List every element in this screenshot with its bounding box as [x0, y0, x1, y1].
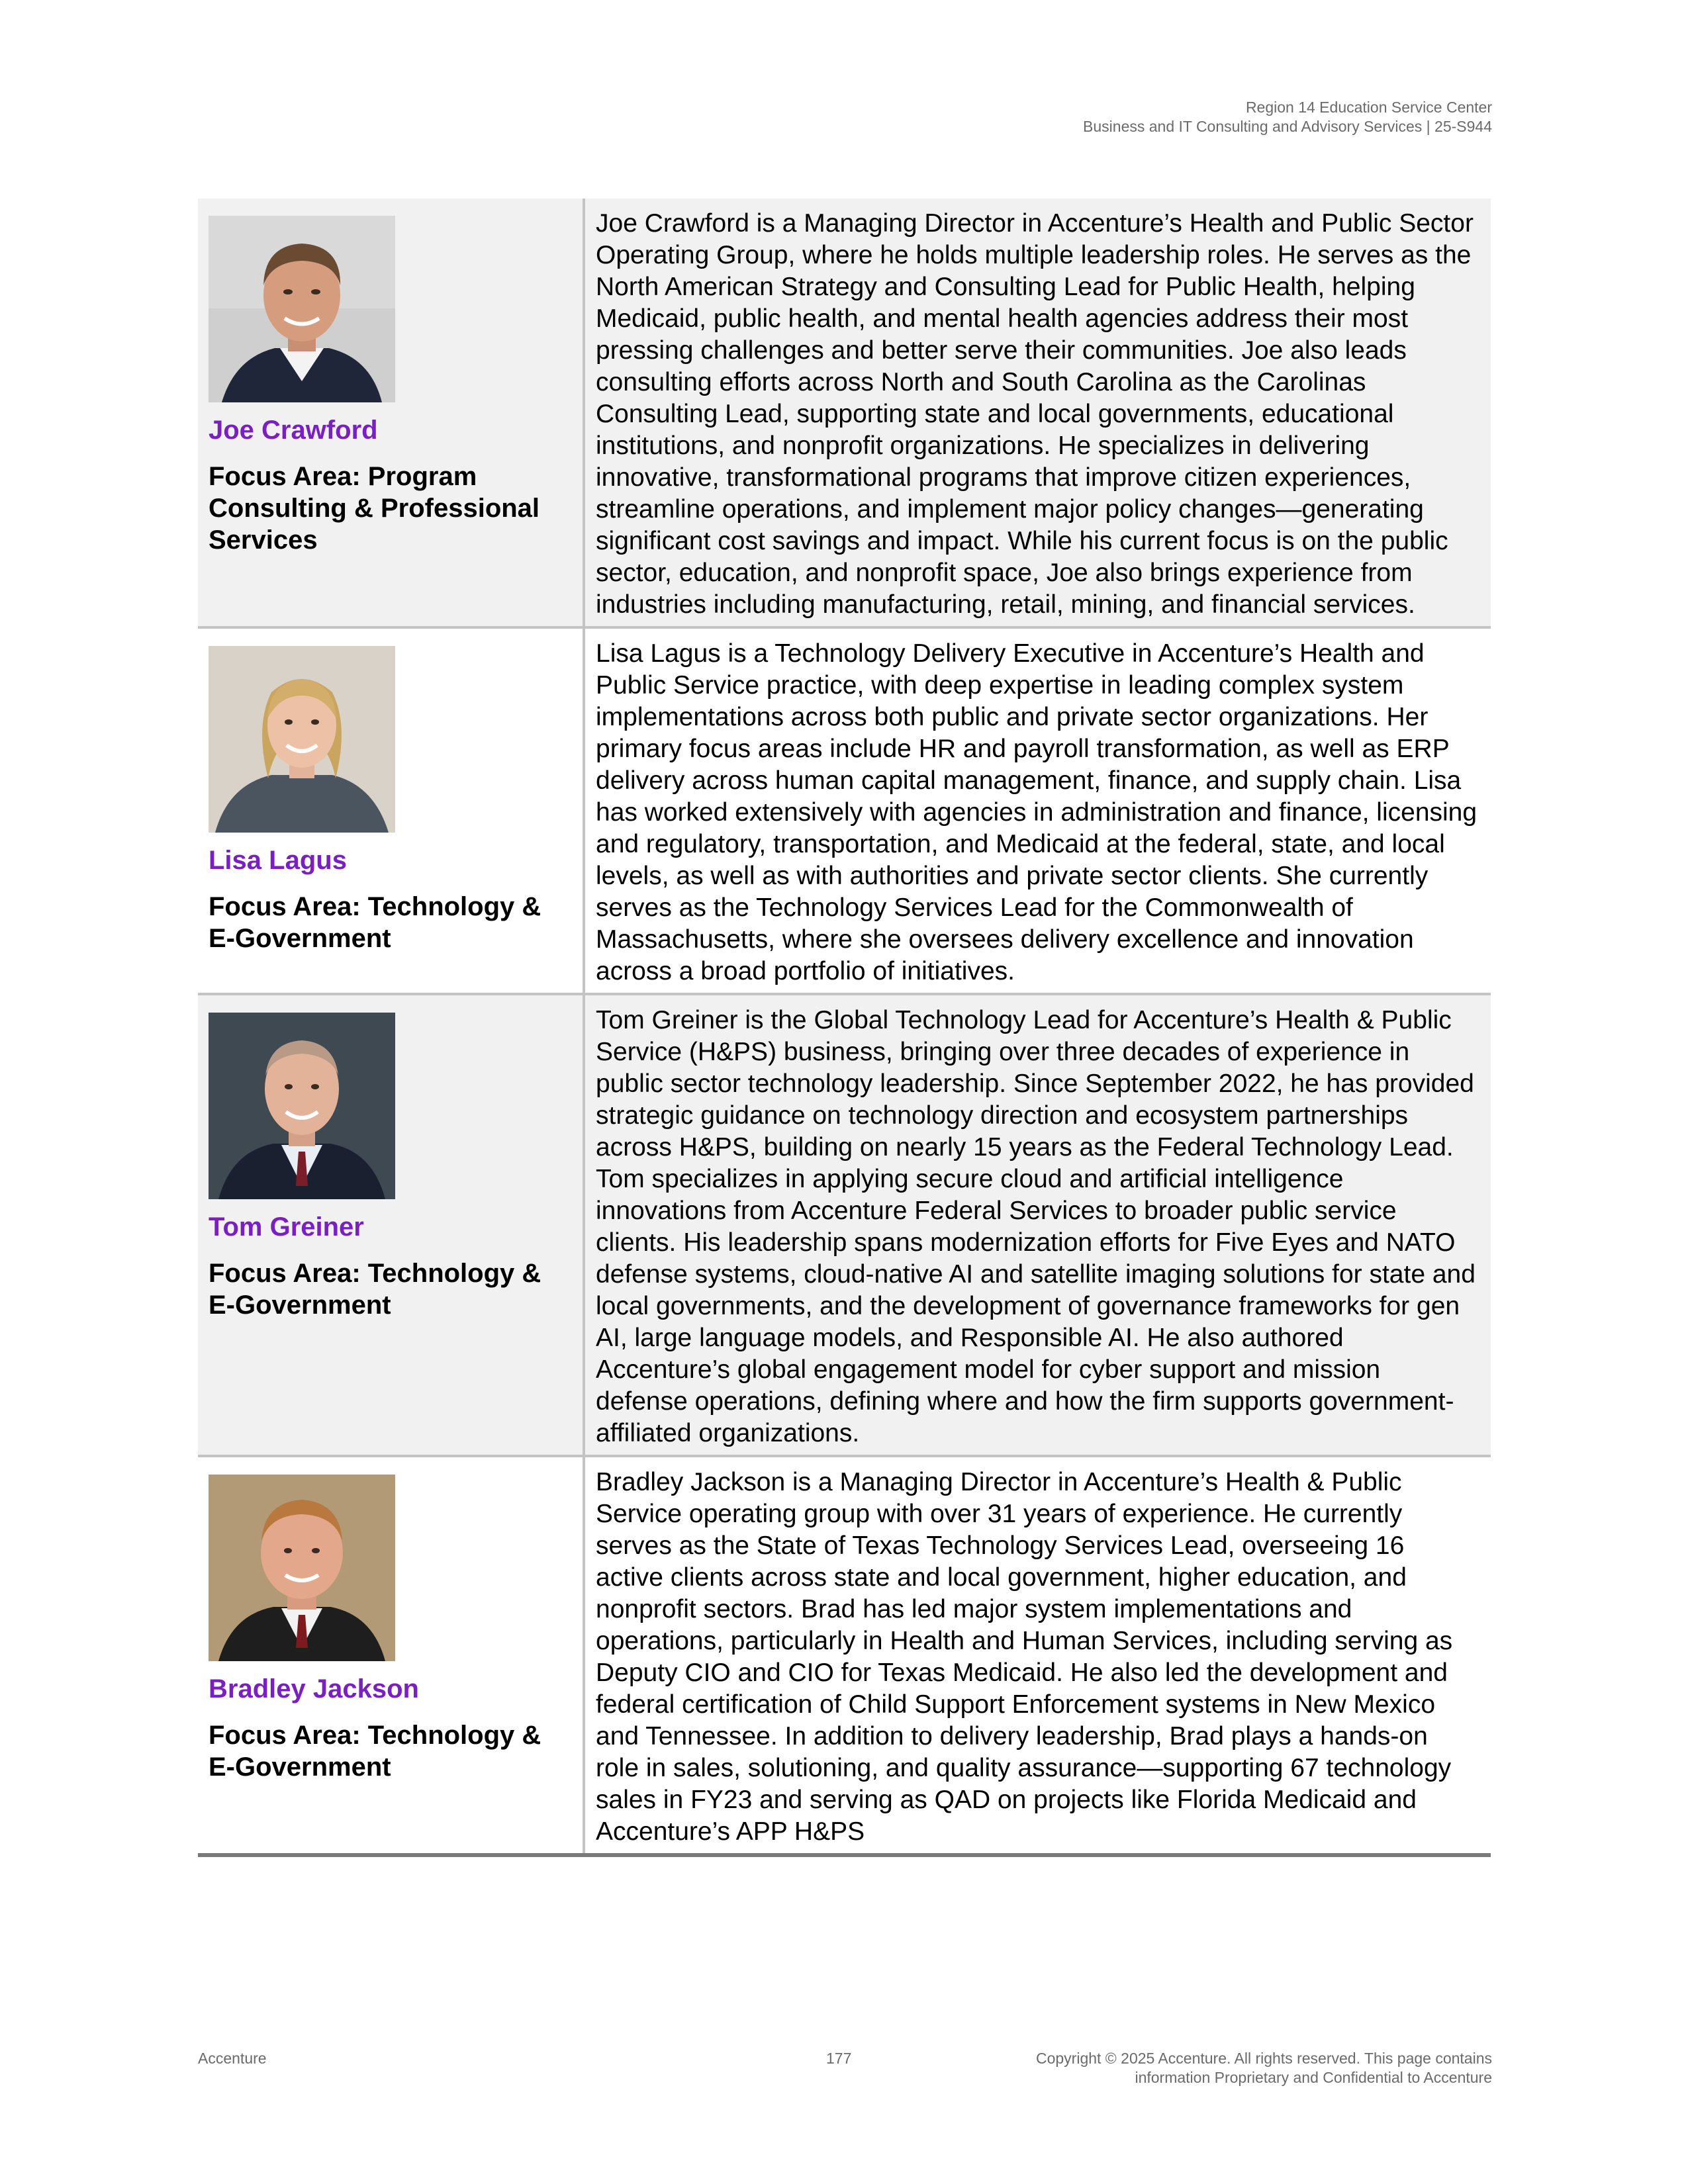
- bio-cell: [584, 627, 1491, 994]
- table-row: [198, 1456, 1491, 1855]
- table-row: [198, 627, 1491, 994]
- bio-text: Joe Crawford is a Managing Director in Accenture’s Health and Public Sector Operating Group, where he holds multiple leadership roles. He serves as the North American Strategy and Consulting Lead for Public Health, helping Medicaid, public health, and mental health agencies address their most pressing challenges and better serve their communities. Joe also leads consulting efforts across North and South Carolina as the Carolinas Consulting Lead, supporting state and local governments, educational institutions, and nonprofit organizations. He specializes in delivering innovative, transformational programs that improve citizen experiences, streamline operations, and implement major policy changes—generating significant cost savings and impact. While his current focus is on the public sector, education, and nonprofit space, Joe also brings experience from industries including manufacturing, retail, mining, and financial services.: [596, 209, 1474, 619]
- footer-company: Accenture: [198, 2050, 267, 2067]
- header-org: Region 14 Education Service Center: [1245, 99, 1492, 116]
- focus-area: Focus Area: Technology & E-Government: [209, 892, 541, 953]
- copyright-line: Copyright © 2025 Accenture. All rights reserved. This page contains: [1035, 2050, 1492, 2067]
- table-row: [198, 994, 1491, 1456]
- profile-cell: [198, 1456, 584, 1855]
- focus-area: Focus Area: Technology & E-Government: [209, 1259, 541, 1320]
- bio-text: Tom Greiner is the Global Technology Lead for Accenture’s Health & Public Service (H&PS) business, bringing over three decades of experience in public sector technology leadership. Since September 2022, he has provided strategic guidance on technology direction and ecosystem partnerships across H&PS, building on nearly 15 years as the Federal Technology Lead. Tom specializes in applying secure cloud and artificial intelligence innovations from Accenture Federal Services to broader public service clients. His leadership spans modernization efforts for Five Eyes and NATO defense systems, cloud-native AI and satellite imaging solutions for state and local governments, and the development of governance frameworks for gen AI, large language models, and Responsible AI. He also authored Accenture’s global engagement model for cyber support and mission defense operations, defining where and how the firm supports government-affiliated organizations.: [596, 1006, 1476, 1447]
- portrait-photo: [209, 216, 395, 402]
- bio-table: [198, 199, 1491, 1857]
- page-header: [1083, 98, 1492, 136]
- focus-area: Focus Area: Technology & E-Government: [209, 1721, 541, 1782]
- portrait-photo: [209, 1475, 395, 1661]
- bio-text: Bradley Jackson is a Managing Director in Accenture’s Health & Public Service operating group with over 31 years of experience. He currently serves as the State of Texas Technology Services Lead, overseeing 16 active clients across state and local government, higher education, and nonprofit sectors. Brad has led major system implementations and operations, particularly in Health and Human Services, including serving as Deputy CIO and CIO for Texas Medicaid. He also led the development and federal certification of Child Support Enforcement systems in New Mexico and Tennessee. In addition to delivery leadership, Brad plays a hands-on role in sales, solutioning, and quality assurance—supporting 67 technology sales in FY23 and serving as QAD on projects like Florida Medicaid and Accenture’s APP H&PS: [596, 1468, 1453, 1846]
- focus-area: Focus Area: Program Consulting & Professional Services: [209, 462, 540, 555]
- portrait-image: [209, 1475, 395, 1661]
- bio-cell: [584, 1456, 1491, 1855]
- bio-cell: [584, 994, 1491, 1456]
- profile-cell: [198, 199, 584, 627]
- profile-cell: [198, 627, 584, 994]
- person-name: Joe Crawford: [209, 416, 378, 445]
- person-name: Tom Greiner: [209, 1212, 364, 1242]
- portrait-image: [209, 646, 395, 833]
- bio-text: Lisa Lagus is a Technology Delivery Executive in Accenture’s Health and Public Service practice, with deep expertise in leading complex system implementations across both public and private sector organizations. Her primary focus areas include HR and payroll transformation, as well as ERP delivery across human capital management, finance, and supply chain. Lisa has worked extensively with agencies in administration and finance, licensing and regulatory, transportation, and Medicaid at the federal, state, and local levels, as well as with authorities and private sector clients. She currently serves as the Technology Services Lead for the Commonwealth of Massachusetts, where she oversees delivery excellence and innovation across a broad portfolio of initiatives.: [596, 639, 1477, 985]
- portrait-image: [209, 1013, 395, 1199]
- header-project: Business and IT Consulting and Advisory Services | 25-S944: [1083, 118, 1492, 135]
- bio-cell: [584, 199, 1491, 627]
- profile-cell: [198, 994, 584, 1456]
- footer-copyright: [1036, 2049, 1492, 2087]
- person-name: Lisa Lagus: [209, 846, 347, 875]
- portrait-image: [209, 216, 395, 402]
- page-number: 177: [826, 2050, 852, 2067]
- copyright-line: information Proprietary and Confidential to Accenture: [1135, 2069, 1492, 2086]
- portrait-photo: [209, 646, 395, 833]
- portrait-photo: [209, 1013, 395, 1199]
- person-name: Bradley Jackson: [209, 1674, 419, 1704]
- table-row: [198, 199, 1491, 627]
